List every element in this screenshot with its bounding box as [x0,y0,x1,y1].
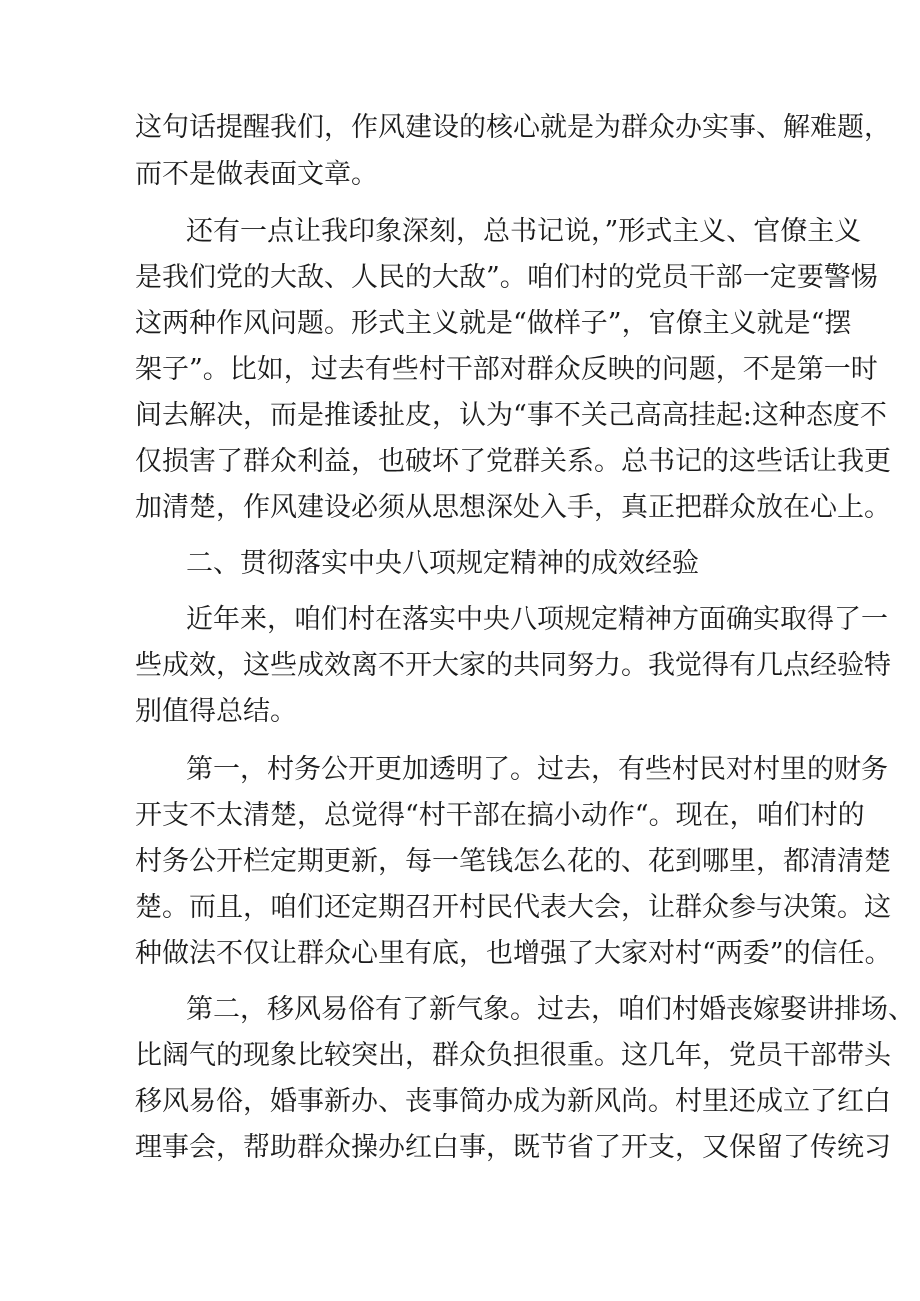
text-line: 这句话提醒我们，作风建设的核心就是为群众办实事、解难题， [135,112,891,143]
text-line: 村务公开栏定期更新，每一笔钱怎么花的、花到哪里，都清清楚 [135,846,891,877]
text-line: 理事会，帮助群众操办红白事，既节省了开支，又保留了传统习 [135,1132,891,1163]
text-line: 是我们党的大敌、人民的大敌”。咱们村的党员干部一定要警惕 [135,262,878,293]
text-line: 种做法不仅让群众心里有底，也增强了大家对村“两委”的信任。 [135,938,892,969]
text-line: 间去解决，而是推诿扯皮，认为“事不关己高高挂起:这种态度不 [135,400,887,431]
text-line: 比阔气的现象比较突出，群众负担很重。这几年，党员干部带头 [135,1040,891,1071]
paragraph-first-line: 近年来，咱们村在落实中央八项规定精神方面确实取得了一 [186,604,888,635]
text-line: 而不是做表面文章。 [135,159,378,190]
text-line: 加清楚，作风建设必须从思想深处入手，真正把群众放在心上。 [135,492,891,523]
section-heading: 二、贯彻落实中央八项规定精神的成效经验 [186,548,699,579]
text-line: 楚。而且，咱们还定期召开村民代表大会，让群众参与决策。这 [135,892,891,923]
text-line: 移风易俗，婚事新办、丧事简办成为新风尚。村里还成立了红白 [135,1086,891,1117]
text-line: 别值得总结。 [135,696,297,727]
text-line: 开支不太清楚，总觉得“村干部在搞小动作“。现在，咱们村的 [135,800,865,831]
paragraph-first-line: 第一，村务公开更加透明了。过去，有些村民对村里的财务 [186,754,888,785]
text-line: 架子”。比如，过去有些村干部对群众反映的问题，不是第一时 [135,354,878,385]
paragraph-first-line: 第二，移风易俗有了新气象。过去，咱们村婚丧嫁娶讲排场、 [186,994,915,1025]
text-line: 些成效，这些成效离不开大家的共同努力。我觉得有几点经验特 [135,650,891,681]
text-line: 仅损害了群众利益，也破坏了党群关系。总书记的这些话让我更 [135,446,891,477]
paragraph-first-line: 还有一点让我印象深刻，总书记说，”形式主义、官僚主义 [186,216,862,247]
text-line: 这两种作风问题。形式主义就是“做样子”，官僚主义就是“摆 [135,308,852,339]
